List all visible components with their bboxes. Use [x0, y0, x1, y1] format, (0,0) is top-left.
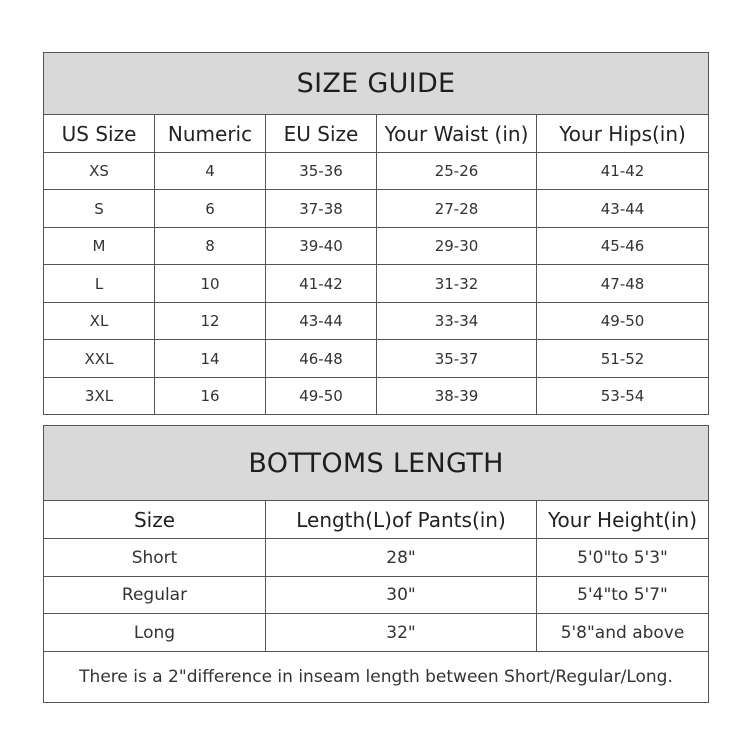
cell-eu-size: 43-44 [266, 303, 377, 340]
cell-eu-size: 35-36 [266, 153, 377, 190]
bottoms-length-table [43, 425, 709, 703]
cell-waist: 31-32 [377, 265, 537, 303]
cell-us-size: 3XL [44, 378, 155, 415]
table-row [44, 614, 709, 652]
cell-size: Regular [44, 577, 266, 614]
size-guide-table [43, 52, 709, 415]
cell-size: Short [44, 539, 266, 577]
cell-us-size: XS [44, 153, 155, 190]
cell-waist: 38-39 [377, 378, 537, 415]
cell-hips: 49-50 [537, 303, 709, 340]
cell-hips: 51-52 [537, 340, 709, 378]
table-row [44, 190, 709, 228]
header-numeric: Numeric [155, 115, 266, 153]
header-height: Your Height(in) [537, 501, 709, 539]
cell-hips: 47-48 [537, 265, 709, 303]
cell-us-size: L [44, 265, 155, 303]
cell-pants-length: 30" [266, 577, 537, 614]
cell-hips: 53-54 [537, 378, 709, 415]
table-row [44, 228, 709, 265]
cell-hips: 43-44 [537, 190, 709, 228]
cell-eu-size: 49-50 [266, 378, 377, 415]
header-eu-size: EU Size [266, 115, 377, 153]
cell-eu-size: 41-42 [266, 265, 377, 303]
header-hips: Your Hips(in) [537, 115, 709, 153]
cell-numeric: 6 [155, 190, 266, 228]
header-waist: Your Waist (in) [377, 115, 537, 153]
table-row [44, 303, 709, 340]
header-pants-length: Length(L)of Pants(in) [266, 501, 537, 539]
cell-numeric: 4 [155, 153, 266, 190]
cell-eu-size: 39-40 [266, 228, 377, 265]
table-row [44, 577, 709, 614]
cell-us-size: S [44, 190, 155, 228]
cell-height: 5'8"and above [537, 614, 709, 652]
bottoms-length-title: BOTTOMS LENGTH [44, 426, 709, 501]
cell-numeric: 14 [155, 340, 266, 378]
cell-numeric: 12 [155, 303, 266, 340]
table-row [44, 265, 709, 303]
cell-pants-length: 32" [266, 614, 537, 652]
cell-waist: 35-37 [377, 340, 537, 378]
cell-waist: 33-34 [377, 303, 537, 340]
cell-eu-size: 46-48 [266, 340, 377, 378]
table-row [44, 153, 709, 190]
cell-us-size: XXL [44, 340, 155, 378]
cell-numeric: 10 [155, 265, 266, 303]
header-size: Size [44, 501, 266, 539]
cell-eu-size: 37-38 [266, 190, 377, 228]
cell-numeric: 16 [155, 378, 266, 415]
cell-height: 5'4"to 5'7" [537, 577, 709, 614]
cell-height: 5'0"to 5'3" [537, 539, 709, 577]
cell-pants-length: 28" [266, 539, 537, 577]
cell-numeric: 8 [155, 228, 266, 265]
cell-hips: 41-42 [537, 153, 709, 190]
table-row [44, 340, 709, 378]
table-row [44, 378, 709, 415]
cell-waist: 27-28 [377, 190, 537, 228]
size-guide-title: SIZE GUIDE [44, 53, 709, 115]
table-row [44, 539, 709, 577]
header-us-size: US Size [44, 115, 155, 153]
cell-us-size: XL [44, 303, 155, 340]
cell-us-size: M [44, 228, 155, 265]
cell-size: Long [44, 614, 266, 652]
inseam-note: There is a 2"difference in inseam length between Short/Regular/Long. [44, 652, 709, 703]
cell-waist: 25-26 [377, 153, 537, 190]
cell-waist: 29-30 [377, 228, 537, 265]
cell-hips: 45-46 [537, 228, 709, 265]
